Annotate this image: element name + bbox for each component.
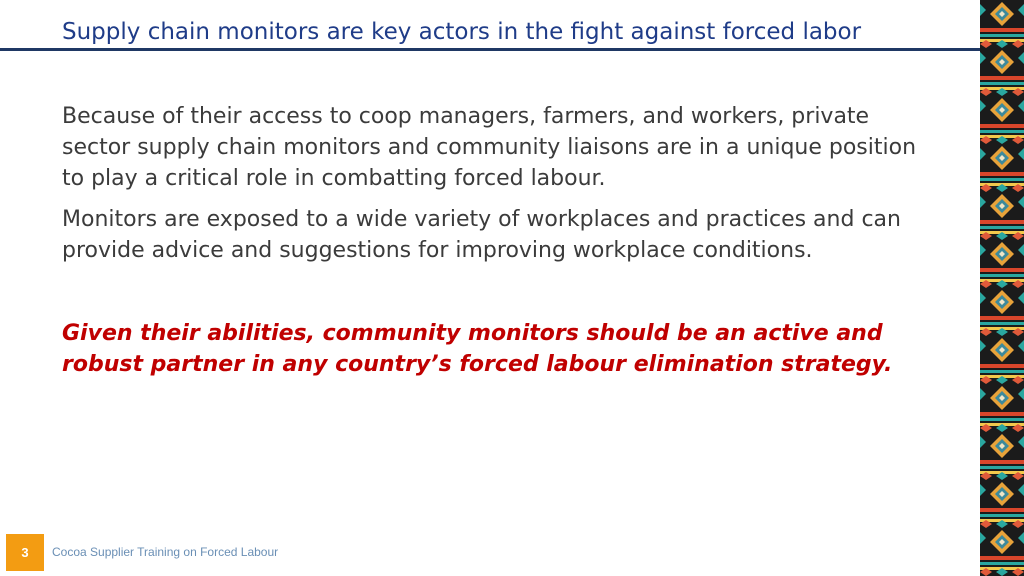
- page-number: 3: [21, 545, 29, 560]
- woven-textile-pattern-icon: [980, 0, 1024, 576]
- body-paragraph-1: Because of their access to coop managers, farmers, and workers, private sector supply chain monitors and community liaisons are in a unique position to play a critical role in combatting forced labour.: [62, 104, 917, 191]
- highlight-statement: Given their abilities, community monitors should be an active and robust partner in any country’s forced labour elimination strategy.: [62, 321, 893, 377]
- title-divider: [0, 48, 980, 51]
- slide-title: Supply chain monitors are key actors in the fight against forced labor: [62, 19, 862, 45]
- footer-text: Cocoa Supplier Training on Forced Labour: [52, 545, 279, 559]
- body-paragraph-2: Monitors are exposed to a wide variety of workplaces and practices and can provide advice and suggestions for improving workplace conditions.: [62, 207, 901, 263]
- page-number-badge: [6, 534, 44, 571]
